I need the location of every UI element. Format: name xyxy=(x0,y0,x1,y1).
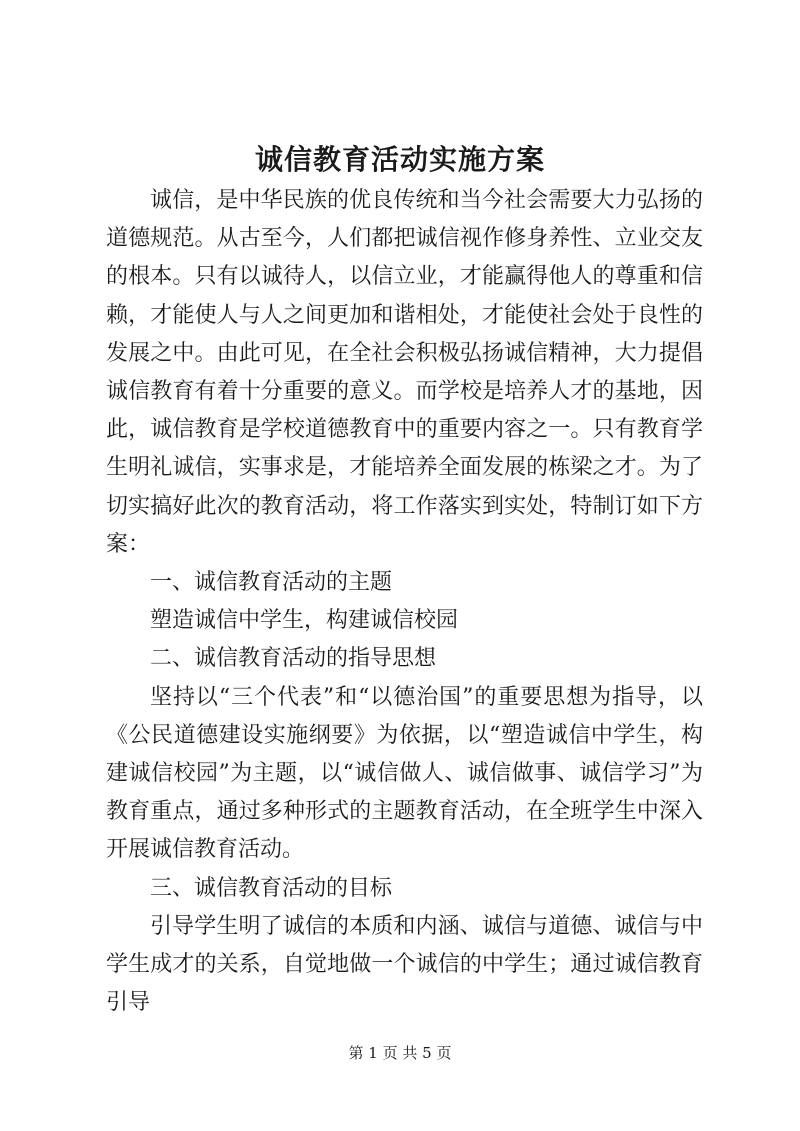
intro-paragraph: 诚信，是中华民族的优良传统和当今社会需要大力弘扬的道德规范。从古至今，人们都把诚信视作修身养性、立业交友的根本。只有以诚待人，以信立业，才能赢得他人的尊重和信赖，才能使人与人之间更加和谐相处，才能使社会处于良性的发展之中。由此可见，在全社会积极弘扬诚信精神，大力提倡诚信教育有着十分重要的意义。而学校是培养人才的基地，因此，诚信教育是学校道德教育中的重要内容之一。只有教育学生明礼诚信，实事求是，才能培养全面发展的栋梁之才。为了切实搞好此次的教育活动，将工作落实到实处，特制订如下方案： xyxy=(106,188,703,557)
page-number: 第 1 页 共 5 页 xyxy=(348,1044,452,1062)
document-title: 诚信教育活动实施方案 xyxy=(254,143,545,176)
section-heading-theme: 一、诚信教育活动的主题 xyxy=(150,570,393,596)
section-heading-guideline: 二、诚信教育活动的指导思想 xyxy=(150,646,437,672)
guideline-paragraph: 坚持以“三个代表”和“以德治国”的重要思想为指导，以《公民道德建设实施纲要》为依据，以“塑造诚信中学生，构建诚信校园”为主题，以“诚信做人、诚信做事、诚信学习”为教育重点，通过多种形式的主题教育活动，在全班学生中深入开展诚信教育活动。 xyxy=(106,684,703,863)
goal-paragraph: 引导学生明了诚信的本质和内涵、诚信与道德、诚信与中学生成才的关系，自觉地做一个诚信的中学生；通过诚信教育引导 xyxy=(106,913,703,1016)
section-heading-goal: 三、诚信教育活动的目标 xyxy=(150,875,393,901)
document-body xyxy=(106,182,703,1022)
theme-text: 塑造诚信中学生，构建诚信校园 xyxy=(150,608,459,634)
